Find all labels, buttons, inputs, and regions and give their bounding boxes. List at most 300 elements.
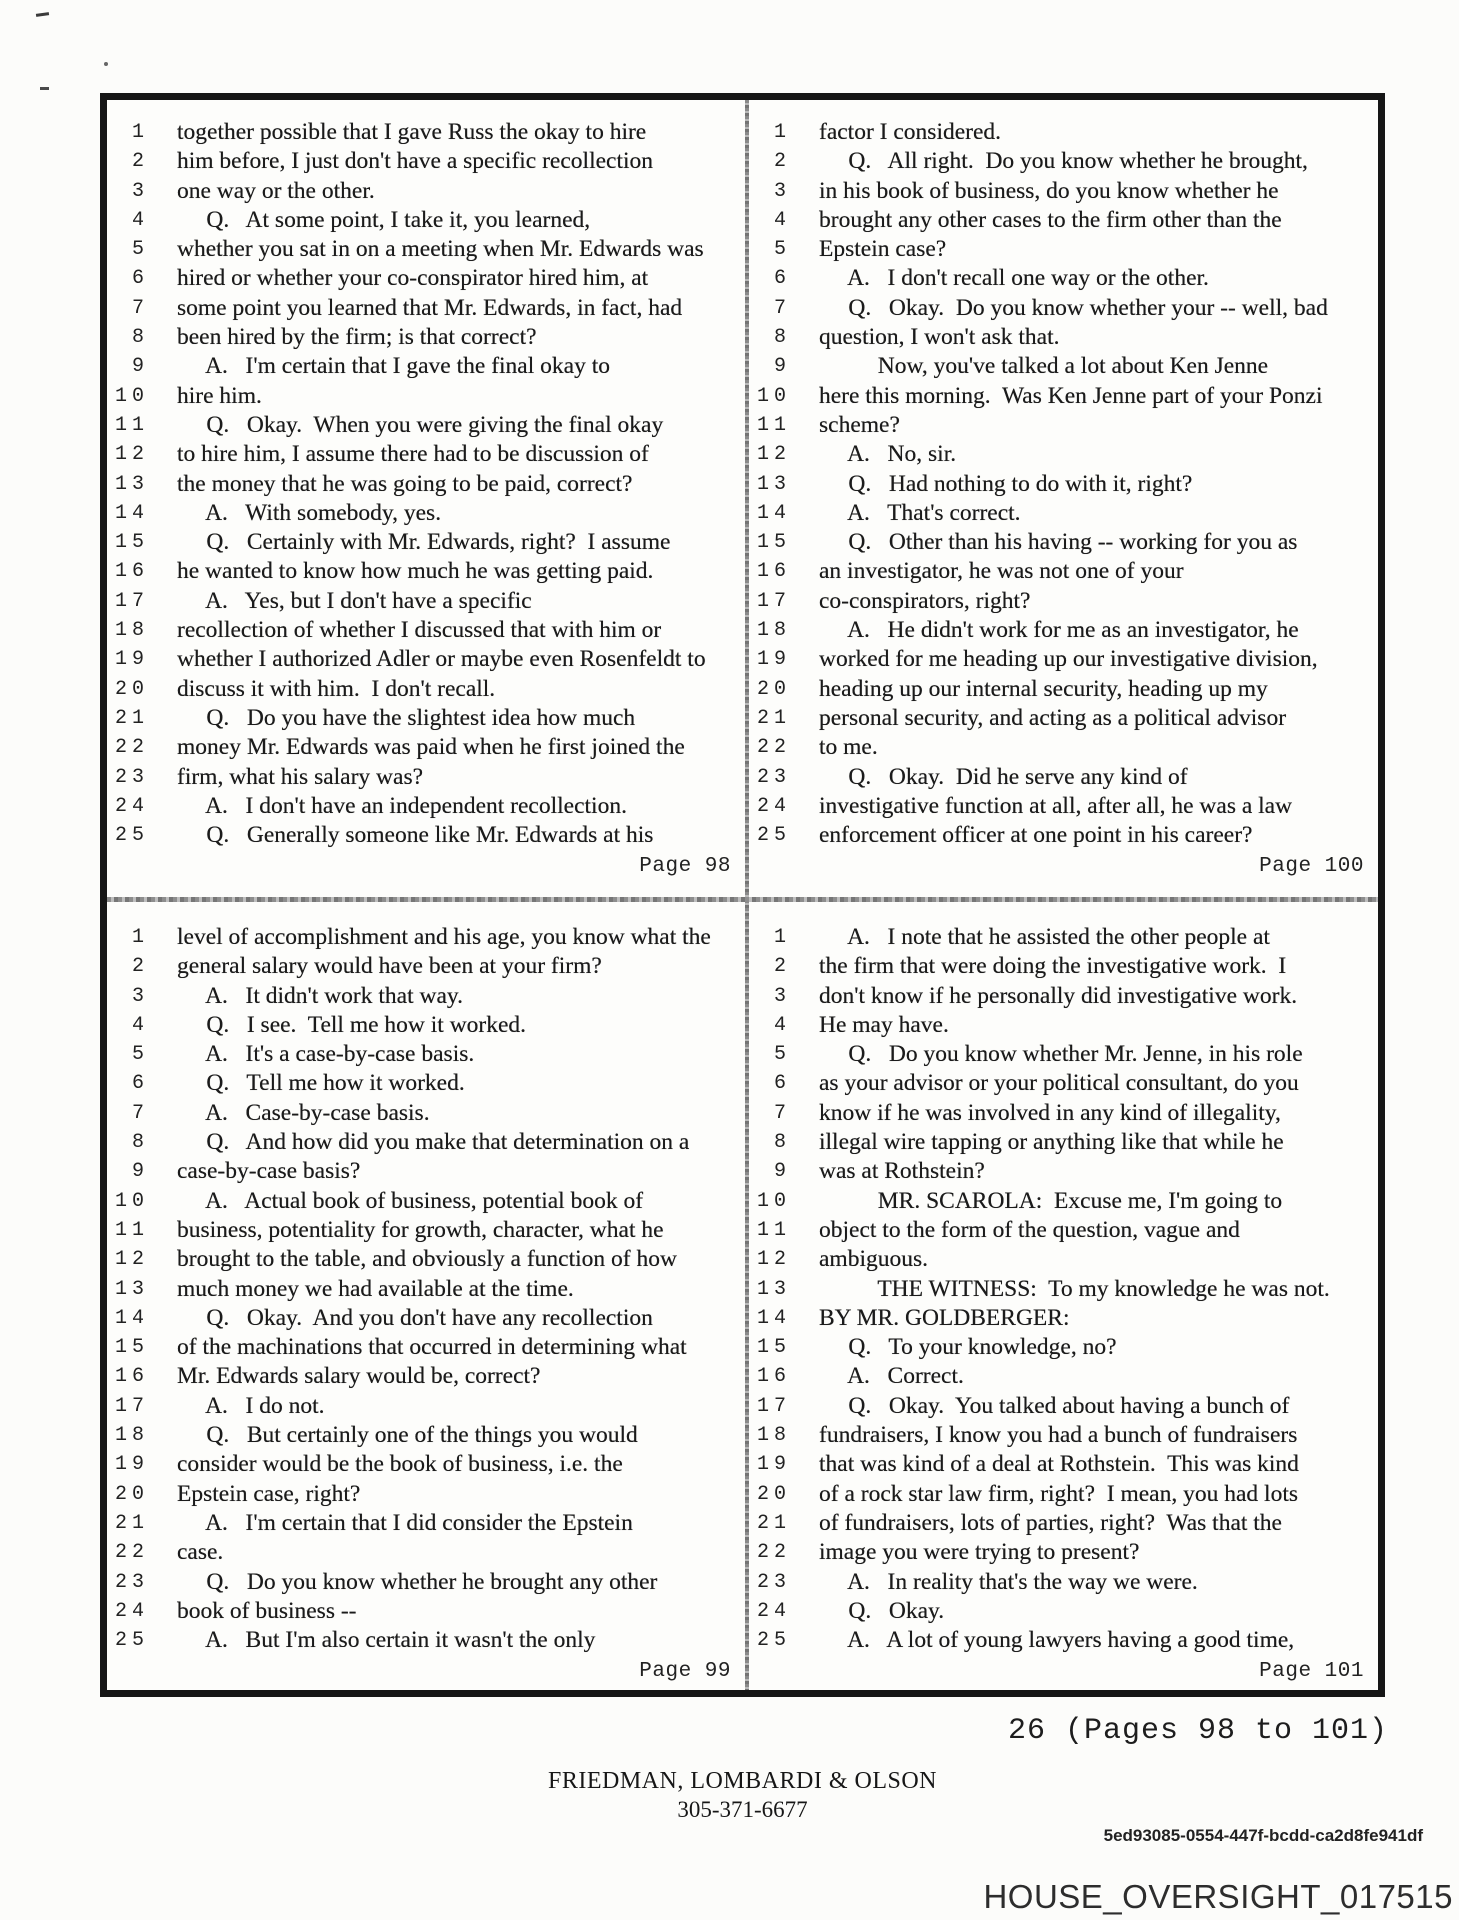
line-number: 21 bbox=[756, 706, 791, 730]
line-text: one way or the other. bbox=[177, 177, 375, 204]
page-range-info: 26 (Pages 98 to 101) bbox=[1007, 1714, 1388, 1748]
line-number: 25 bbox=[756, 824, 791, 848]
page-label: Page 99 bbox=[639, 1660, 731, 1684]
line-text: Q. Okay. bbox=[819, 1597, 945, 1624]
transcript-line bbox=[107, 1333, 741, 1362]
line-text: A. In reality that's the way we were. bbox=[819, 1568, 1198, 1595]
line-text: Q. Certainly with Mr. Edwards, right? I assume bbox=[177, 529, 671, 556]
bates-stamp: HOUSE_OVERSIGHT_017515 bbox=[983, 1878, 1453, 1915]
line-number: 13 bbox=[756, 472, 791, 496]
line-number: 14 bbox=[756, 501, 791, 525]
line-text: as your advisor or your political consultant, do you bbox=[819, 1070, 1299, 1097]
line-number: 5 bbox=[131, 238, 149, 262]
line-number: 23 bbox=[756, 1570, 791, 1594]
transcript-line bbox=[107, 206, 741, 235]
line-text: in his book of business, do you know whether he bbox=[819, 177, 1279, 204]
line-text: image you were trying to present? bbox=[819, 1539, 1140, 1566]
transcript-line bbox=[107, 1450, 741, 1479]
transcript-line bbox=[107, 616, 741, 645]
line-number: 8 bbox=[773, 326, 791, 350]
line-text: brought any other cases to the firm other than the bbox=[819, 206, 1282, 233]
line-number: 5 bbox=[773, 238, 791, 262]
line-number: 22 bbox=[114, 1541, 149, 1565]
court-reporter-phone: 305-371-6677 bbox=[677, 1797, 808, 1822]
line-number: 17 bbox=[114, 589, 149, 613]
transcript-line bbox=[749, 1069, 1374, 1098]
transcript-line bbox=[107, 1480, 741, 1509]
transcript-quadrant-page-98 bbox=[107, 118, 741, 878]
line-number: 3 bbox=[131, 179, 149, 203]
line-text: investigative function at all, after all, he was a law bbox=[819, 792, 1293, 819]
transcript-lines bbox=[107, 923, 741, 1655]
transcript-line bbox=[107, 1362, 741, 1391]
line-text: firm, what his salary was? bbox=[177, 763, 424, 790]
transcript-line bbox=[749, 352, 1374, 381]
transcript-line bbox=[107, 411, 741, 440]
transcript-line bbox=[749, 264, 1374, 293]
line-number: 25 bbox=[114, 1629, 149, 1653]
line-text: Q. And how did you make that determination on a bbox=[177, 1129, 690, 1156]
line-number: 13 bbox=[114, 1277, 149, 1301]
transcript-line bbox=[749, 470, 1374, 499]
line-number: 16 bbox=[114, 1365, 149, 1389]
line-text: know if he was involved in any kind of illegality, bbox=[819, 1099, 1281, 1126]
transcript-line bbox=[107, 645, 741, 674]
line-number: 7 bbox=[773, 1101, 791, 1125]
transcript-line bbox=[107, 1597, 741, 1626]
line-number: 4 bbox=[773, 1013, 791, 1037]
line-text: to me. bbox=[819, 734, 878, 761]
line-number: 4 bbox=[131, 1013, 149, 1037]
transcript-line bbox=[749, 616, 1374, 645]
transcript-line bbox=[749, 792, 1374, 821]
transcript-line bbox=[749, 147, 1374, 176]
line-text: here this morning. Was Ken Jenne part of your Ponzi bbox=[819, 382, 1323, 409]
transcript-line bbox=[107, 1157, 741, 1186]
transcript-line bbox=[107, 323, 741, 352]
line-text: scheme? bbox=[819, 411, 900, 438]
line-text: Q. Okay. Did he serve any kind of bbox=[819, 763, 1188, 790]
transcript-line bbox=[749, 528, 1374, 557]
line-text: level of accomplishment and his age, you know what the bbox=[177, 924, 711, 950]
line-number: 19 bbox=[756, 648, 791, 672]
transcript-line bbox=[749, 1245, 1374, 1274]
line-number: 3 bbox=[773, 179, 791, 203]
transcript-line bbox=[107, 440, 741, 469]
line-number: 16 bbox=[756, 560, 791, 584]
transcript-lines bbox=[749, 118, 1374, 850]
transcript-line bbox=[749, 294, 1374, 323]
line-text: of the machinations that occurred in determining what bbox=[177, 1334, 687, 1361]
line-number: 18 bbox=[756, 1424, 791, 1448]
transcript-line bbox=[749, 1538, 1374, 1567]
line-text: A. That's correct. bbox=[819, 499, 1021, 526]
line-text: Q. Okay. Do you know whether your -- well, bad bbox=[819, 294, 1328, 321]
line-number: 1 bbox=[773, 121, 791, 144]
transcript-line bbox=[749, 1304, 1374, 1333]
line-text: business, potentiality for growth, character, what he bbox=[177, 1216, 664, 1243]
line-number: 8 bbox=[131, 326, 149, 350]
line-text: A. I'm certain that I did consider the Epstein bbox=[177, 1509, 633, 1536]
transcript-quadrant-page-101 bbox=[749, 923, 1374, 1683]
line-text: A. Actual book of business, potential book of bbox=[177, 1187, 644, 1214]
transcript-line bbox=[749, 323, 1374, 352]
line-text: A. He didn't work for me as an investigator, he bbox=[819, 617, 1299, 644]
transcript-line bbox=[107, 1568, 741, 1597]
line-text: A. But I'm also certain it wasn't the only bbox=[177, 1627, 596, 1654]
line-text: he wanted to know how much he was getting paid. bbox=[177, 558, 654, 585]
line-text: fundraisers, I know you had a bunch of fundraisers bbox=[819, 1422, 1298, 1449]
line-number: 15 bbox=[756, 1336, 791, 1360]
line-text: been hired by the firm; is that correct? bbox=[177, 324, 537, 351]
transcript-line bbox=[107, 1304, 741, 1333]
transcript-line bbox=[107, 264, 741, 293]
line-text: A. With somebody, yes. bbox=[177, 499, 442, 526]
transcript-line bbox=[107, 1128, 741, 1157]
line-text: Q. To your knowledge, no? bbox=[819, 1334, 1117, 1361]
transcript-line bbox=[107, 1275, 741, 1304]
scan-artifact bbox=[36, 12, 49, 17]
line-text: much money we had available at the time. bbox=[177, 1275, 574, 1302]
line-text: A. It didn't work that way. bbox=[177, 982, 463, 1009]
line-number: 3 bbox=[773, 984, 791, 1008]
line-number: 13 bbox=[114, 472, 149, 496]
transcript-line bbox=[107, 982, 741, 1011]
transcript-line bbox=[107, 1069, 741, 1098]
transcript-line bbox=[107, 528, 741, 557]
line-number: 6 bbox=[773, 267, 791, 291]
transcript-line bbox=[107, 1216, 741, 1245]
line-number: 7 bbox=[773, 296, 791, 320]
transcript-line bbox=[749, 1392, 1374, 1421]
line-number: 13 bbox=[756, 1277, 791, 1301]
line-text: MR. SCAROLA: Excuse me, I'm going to bbox=[819, 1187, 1283, 1214]
transcript-line bbox=[749, 1333, 1374, 1362]
line-number: 24 bbox=[114, 794, 149, 818]
court-reporter-firm: FRIEDMAN, LOMBARDI & OLSON bbox=[547, 1768, 938, 1794]
page-label: Page 98 bbox=[639, 855, 731, 879]
transcript-line bbox=[749, 1099, 1374, 1128]
line-number: 10 bbox=[756, 1189, 791, 1213]
line-text: Q. All right. Do you know whether he brought, bbox=[819, 148, 1308, 175]
transcript-line bbox=[107, 1187, 741, 1216]
line-text: A. I'm certain that I gave the final okay to bbox=[177, 353, 610, 380]
line-number: 17 bbox=[114, 1394, 149, 1418]
line-text: Q. But certainly one of the things you would bbox=[177, 1422, 638, 1449]
transcript-quadrant-page-99 bbox=[107, 923, 741, 1683]
transcript-line bbox=[107, 1099, 741, 1128]
line-number: 20 bbox=[756, 1482, 791, 1506]
transcript-line bbox=[107, 587, 741, 616]
line-number: 1 bbox=[773, 926, 791, 949]
line-number: 14 bbox=[114, 501, 149, 525]
line-text: to hire him, I assume there had to be discussion of bbox=[177, 441, 649, 468]
line-text: Q. Okay. And you don't have any recollection bbox=[177, 1304, 653, 1331]
line-text: brought to the table, and obviously a function of how bbox=[177, 1246, 677, 1273]
line-text: Q. I see. Tell me how it worked. bbox=[177, 1011, 527, 1038]
transcript-line bbox=[107, 952, 741, 981]
line-text: case. bbox=[177, 1539, 224, 1566]
transcript-line bbox=[749, 1187, 1374, 1216]
transcript-line bbox=[107, 1538, 741, 1567]
transcript-line bbox=[749, 177, 1374, 206]
line-text: that was kind of a deal at Rothstein. This was kind bbox=[819, 1451, 1299, 1478]
transcript-line bbox=[749, 1626, 1374, 1655]
line-text: Q. Tell me how it worked. bbox=[177, 1070, 465, 1097]
line-text: question, I won't ask that. bbox=[819, 324, 1060, 351]
transcript-line bbox=[749, 1480, 1374, 1509]
line-number: 10 bbox=[114, 384, 149, 408]
line-number: 11 bbox=[756, 1218, 791, 1242]
transcript-line bbox=[749, 645, 1374, 674]
page-label: Page 101 bbox=[1259, 1660, 1364, 1684]
transcript-line bbox=[107, 733, 741, 762]
line-number: 8 bbox=[131, 1131, 149, 1155]
line-number: 12 bbox=[756, 1248, 791, 1272]
line-number: 20 bbox=[114, 677, 149, 701]
transcript-line bbox=[749, 1362, 1374, 1391]
line-text: Epstein case, right? bbox=[177, 1480, 361, 1507]
line-text: illegal wire tapping or anything like that while he bbox=[819, 1129, 1284, 1156]
line-number: 23 bbox=[114, 765, 149, 789]
line-number: 2 bbox=[773, 955, 791, 979]
horizontal-divider bbox=[107, 897, 1378, 902]
line-text: A. Correct. bbox=[819, 1363, 964, 1390]
line-number: 16 bbox=[114, 560, 149, 584]
transcript-line bbox=[107, 1421, 741, 1450]
transcript-line bbox=[749, 923, 1374, 952]
line-text: was at Rothstein? bbox=[819, 1158, 985, 1185]
transcript-line bbox=[749, 118, 1374, 147]
transcript-line bbox=[749, 1128, 1374, 1157]
line-number: 8 bbox=[773, 1131, 791, 1155]
line-text: Q. At some point, I take it, you learned, bbox=[177, 206, 591, 233]
transcript-line bbox=[749, 675, 1374, 704]
line-number: 21 bbox=[114, 1511, 149, 1535]
line-number: 3 bbox=[131, 984, 149, 1008]
line-number: 6 bbox=[131, 1072, 149, 1096]
transcript-line bbox=[749, 206, 1374, 235]
line-text: consider would be the book of business, i.e. the bbox=[177, 1451, 623, 1478]
transcript-line bbox=[749, 763, 1374, 792]
transcript-line bbox=[749, 557, 1374, 586]
line-text: whether you sat in on a meeting when Mr. Edwards was bbox=[177, 236, 704, 263]
transcript-line bbox=[107, 763, 741, 792]
line-text: Q. Do you have the slightest idea how much bbox=[177, 704, 636, 731]
line-text: Q. Generally someone like Mr. Edwards at his bbox=[177, 822, 654, 849]
transcript-line bbox=[749, 1275, 1374, 1304]
transcript-line bbox=[107, 1392, 741, 1421]
line-number: 20 bbox=[756, 677, 791, 701]
line-text: THE WITNESS: To my knowledge he was not. bbox=[819, 1275, 1330, 1302]
transcript-line bbox=[107, 1011, 741, 1040]
transcript-line bbox=[107, 1509, 741, 1538]
line-text: the money that he was going to be paid, correct? bbox=[177, 470, 633, 497]
line-text: He may have. bbox=[819, 1011, 949, 1038]
line-number: 25 bbox=[756, 1629, 791, 1653]
line-number: 15 bbox=[114, 531, 149, 555]
transcript-line bbox=[749, 1011, 1374, 1040]
line-number: 4 bbox=[131, 208, 149, 232]
line-number: 14 bbox=[114, 1306, 149, 1330]
line-text: of a rock star law firm, right? I mean, you had lots bbox=[819, 1480, 1298, 1507]
line-text: worked for me heading up our investigative division, bbox=[819, 646, 1318, 673]
line-number: 9 bbox=[131, 355, 149, 379]
line-text: personal security, and acting as a political advisor bbox=[819, 704, 1287, 731]
scan-artifact bbox=[40, 87, 49, 90]
line-text: together possible that I gave Russ the okay to hire bbox=[177, 119, 647, 145]
line-text: A. It's a case-by-case basis. bbox=[177, 1041, 475, 1068]
line-text: factor I considered. bbox=[819, 119, 1002, 145]
transcript-line bbox=[107, 147, 741, 176]
transcript-lines bbox=[749, 923, 1374, 1655]
line-number: 22 bbox=[114, 736, 149, 760]
line-number: 21 bbox=[756, 1511, 791, 1535]
line-text: A. I don't have an independent recollection. bbox=[177, 792, 627, 819]
transcript-line bbox=[749, 440, 1374, 469]
transcript-line bbox=[107, 557, 741, 586]
line-text: the firm that were doing the investigative work. I bbox=[819, 953, 1287, 980]
line-text: A. I do not. bbox=[177, 1392, 325, 1419]
line-number: 11 bbox=[114, 1218, 149, 1242]
line-text: Q. Okay. When you were giving the final okay bbox=[177, 411, 664, 438]
transcript-line bbox=[749, 1157, 1374, 1186]
transcript-line bbox=[749, 235, 1374, 264]
transcript-line bbox=[749, 704, 1374, 733]
line-text: enforcement officer at one point in his career? bbox=[819, 822, 1253, 849]
line-number: 6 bbox=[773, 1072, 791, 1096]
transcript-line bbox=[107, 177, 741, 206]
line-number: 23 bbox=[114, 1570, 149, 1594]
line-number: 24 bbox=[756, 794, 791, 818]
transcript-line bbox=[749, 982, 1374, 1011]
transcript-line bbox=[749, 1216, 1374, 1245]
transcript-line bbox=[107, 1040, 741, 1069]
line-number: 11 bbox=[756, 413, 791, 437]
transcript-line bbox=[107, 235, 741, 264]
line-text: A. A lot of young lawyers having a good time, bbox=[819, 1627, 1295, 1654]
line-text: Q. Do you know whether he brought any other bbox=[177, 1568, 658, 1595]
line-text: BY MR. GOLDBERGER: bbox=[819, 1304, 1070, 1331]
transcript-line bbox=[749, 1509, 1374, 1538]
transcript-line bbox=[749, 587, 1374, 616]
line-number: 2 bbox=[131, 150, 149, 174]
transcript-line bbox=[107, 470, 741, 499]
line-number: 21 bbox=[114, 706, 149, 730]
line-text: co-conspirators, right? bbox=[819, 587, 1031, 614]
line-number: 15 bbox=[756, 531, 791, 555]
transcript-line bbox=[749, 382, 1374, 411]
line-number: 7 bbox=[131, 296, 149, 320]
line-text: him before, I just don't have a specific recollection bbox=[177, 148, 654, 175]
document-hash: 5ed93085-0554-447f-bcdd-ca2d8fe941df bbox=[1103, 1826, 1423, 1845]
line-text: book of business -- bbox=[177, 1597, 357, 1624]
line-number: 18 bbox=[114, 619, 149, 643]
transcript-line bbox=[749, 952, 1374, 981]
line-number: 11 bbox=[114, 413, 149, 437]
line-text: A. I note that he assisted the other people at bbox=[819, 924, 1270, 950]
line-number: 9 bbox=[131, 1160, 149, 1184]
transcript-line bbox=[107, 1626, 741, 1655]
line-text: case-by-case basis? bbox=[177, 1158, 361, 1185]
line-number: 12 bbox=[114, 443, 149, 467]
line-text: hired or whether your co-conspirator hired him, at bbox=[177, 265, 649, 292]
line-text: general salary would have been at your firm? bbox=[177, 953, 602, 980]
line-number: 12 bbox=[756, 443, 791, 467]
line-number: 22 bbox=[756, 736, 791, 760]
line-number: 16 bbox=[756, 1365, 791, 1389]
line-text: A. No, sir. bbox=[819, 441, 957, 468]
transcript-line bbox=[749, 1450, 1374, 1479]
line-text: Q. Do you know whether Mr. Jenne, in his role bbox=[819, 1041, 1303, 1068]
line-number: 2 bbox=[131, 955, 149, 979]
line-text: Q. Okay. You talked about having a bunch of bbox=[819, 1392, 1290, 1419]
transcript-line bbox=[107, 294, 741, 323]
transcript-quadrant-page-100 bbox=[749, 118, 1374, 878]
transcript-grid bbox=[100, 93, 1385, 1697]
transcript-line bbox=[749, 499, 1374, 528]
line-number: 19 bbox=[114, 648, 149, 672]
line-number: 9 bbox=[773, 355, 791, 379]
line-text: of fundraisers, lots of parties, right? Was that the bbox=[819, 1509, 1282, 1536]
line-number: 25 bbox=[114, 824, 149, 848]
line-number: 24 bbox=[114, 1599, 149, 1623]
transcript-line bbox=[749, 1568, 1374, 1597]
line-number: 23 bbox=[756, 765, 791, 789]
line-number: 9 bbox=[773, 1160, 791, 1184]
line-text: A. Case-by-case basis. bbox=[177, 1099, 430, 1126]
line-text: ambiguous. bbox=[819, 1246, 929, 1273]
line-text: Mr. Edwards salary would be, correct? bbox=[177, 1363, 541, 1390]
transcript-line bbox=[107, 923, 741, 952]
line-number: 10 bbox=[756, 384, 791, 408]
line-number: 5 bbox=[131, 1043, 149, 1067]
line-text: Epstein case? bbox=[819, 236, 947, 263]
transcript-line bbox=[749, 821, 1374, 850]
line-number: 1 bbox=[131, 926, 149, 949]
transcript-line bbox=[749, 1421, 1374, 1450]
transcript-line bbox=[749, 411, 1374, 440]
page-label: Page 100 bbox=[1259, 855, 1364, 879]
line-text: Now, you've talked a lot about Ken Jenne bbox=[819, 353, 1269, 380]
line-number: 17 bbox=[756, 1394, 791, 1418]
line-number: 4 bbox=[773, 208, 791, 232]
line-text: Q. Had nothing to do with it, right? bbox=[819, 470, 1193, 497]
line-number: 10 bbox=[114, 1189, 149, 1213]
line-number: 20 bbox=[114, 1482, 149, 1506]
line-text: A. I don't recall one way or the other. bbox=[819, 265, 1209, 292]
line-number: 19 bbox=[114, 1453, 149, 1477]
line-number: 18 bbox=[756, 619, 791, 643]
transcript-line bbox=[107, 675, 741, 704]
line-number: 6 bbox=[131, 267, 149, 291]
transcript-line bbox=[107, 704, 741, 733]
transcript-lines bbox=[107, 118, 741, 850]
line-number: 5 bbox=[773, 1043, 791, 1067]
line-text: whether I authorized Adler or maybe even Rosenfeldt to bbox=[177, 646, 706, 673]
line-text: an investigator, he was not one of your bbox=[819, 558, 1184, 585]
line-text: don't know if he personally did investigative work. bbox=[819, 982, 1298, 1009]
line-number: 24 bbox=[756, 1599, 791, 1623]
transcript-line bbox=[107, 352, 741, 381]
transcript-line bbox=[107, 1245, 741, 1274]
transcript-line bbox=[749, 1597, 1374, 1626]
line-number: 18 bbox=[114, 1424, 149, 1448]
transcript-line bbox=[107, 499, 741, 528]
line-number: 1 bbox=[131, 121, 149, 144]
line-text: discuss it with him. I don't recall. bbox=[177, 675, 496, 702]
line-text: hire him. bbox=[177, 382, 262, 409]
